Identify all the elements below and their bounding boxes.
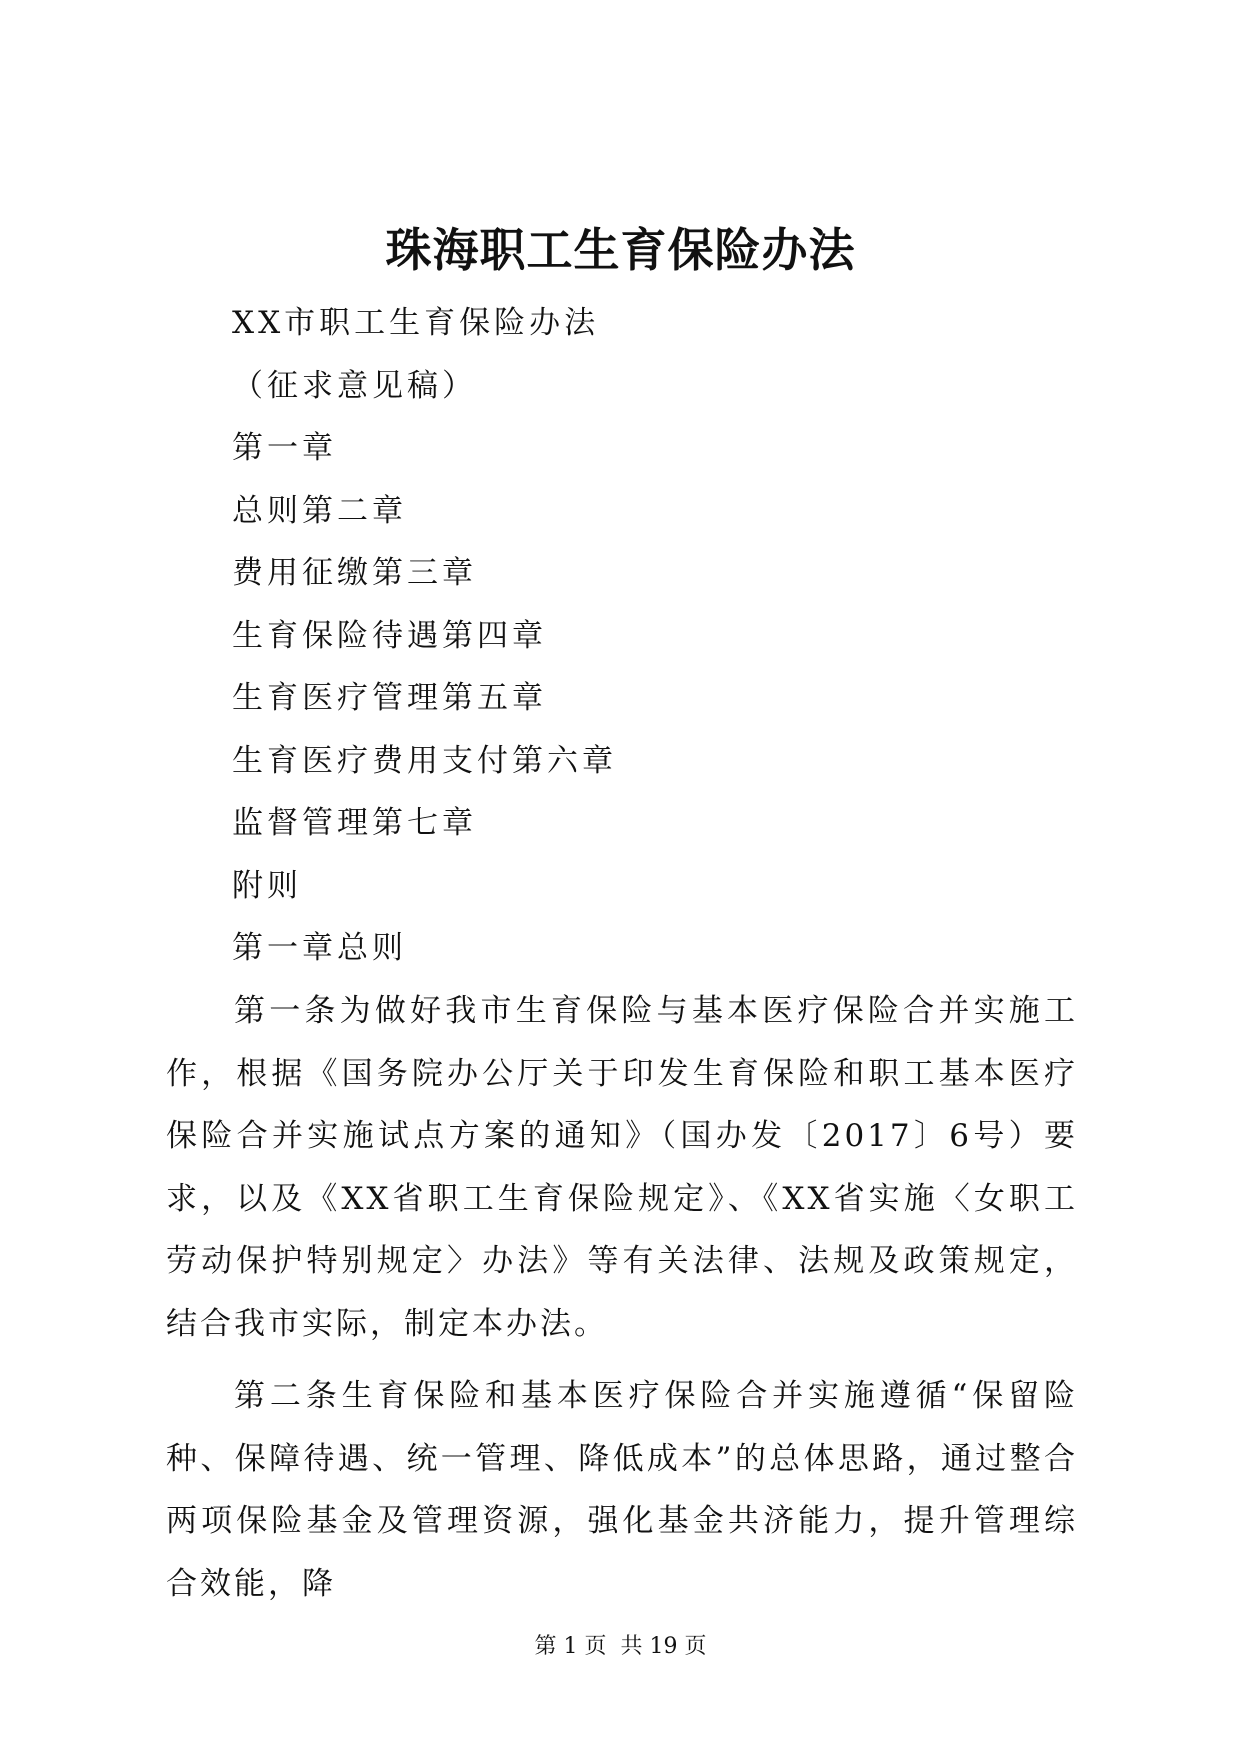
outline-line: 第一章 <box>232 430 337 466</box>
paragraph: 第二条生育保险和基本医疗保险合并实施遵循“保留险种、保障待遇、统一管理、降低成本”的总体思路，通过整合两项保险基金及管理资源，强化基金共济能力，提升管理综合效能，降 <box>166 1378 1078 1602</box>
outline-line: 第一章总则 <box>232 930 407 966</box>
outline-line: 监督管理第七章 <box>232 805 477 841</box>
outline-list <box>232 292 617 980</box>
paragraph: 第一条为做好我市生育保险与基本医疗保险合并实施工作，根据《国务院办公厅关于印发生育保险和职工基本医疗保险合并实施试点方案的通知》（国办发〔2017〕6号）要求，以及《XX省职工生育保险规定》、《XX省实施〈女职工劳动保护特别规定〉办法》等有关法律、法规及政策规定，结合我市实际，制定本办法。 <box>166 993 1078 1342</box>
page-title: 珠海职工生育保险办法 <box>385 223 856 277</box>
outline-line: 生育医疗费用支付第六章 <box>232 742 617 779</box>
page-number-footer: 第 1 页 共 19 页 <box>534 1634 707 1659</box>
outline-line: 生育医疗管理第五章 <box>232 680 547 716</box>
outline-line: 生育保险待遇第四章 <box>232 617 547 654</box>
outline-line: 费用征缴第三章 <box>232 555 477 591</box>
outline-line: 附则 <box>232 867 302 904</box>
outline-line: （征求意见稿） <box>232 367 477 404</box>
outline-line: XX市职工生育保险办法 <box>232 305 600 341</box>
outline-line: 总则第二章 <box>232 492 407 529</box>
body-text <box>166 980 1078 1615</box>
